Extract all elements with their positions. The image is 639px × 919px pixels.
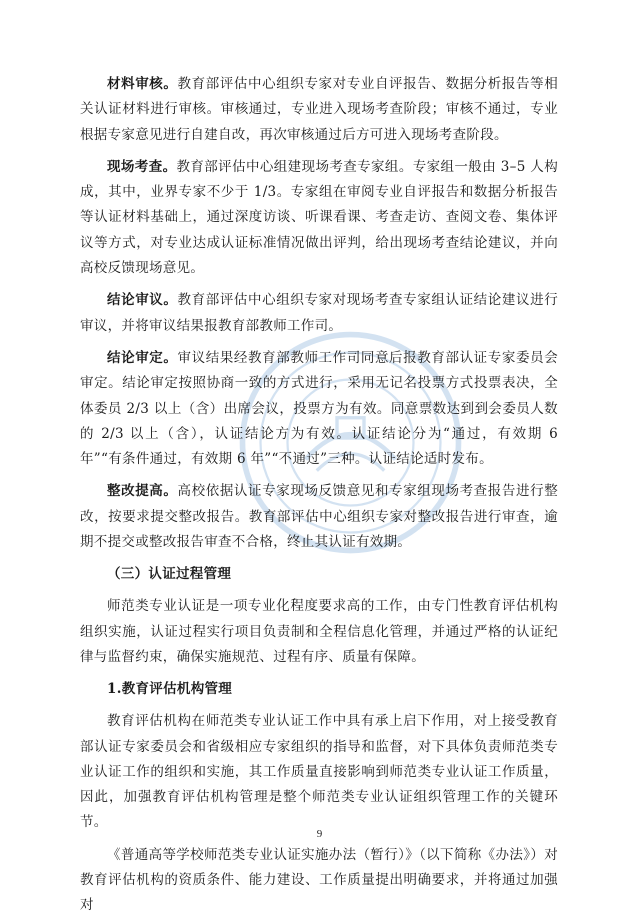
paragraph-lead: 材料审核。 (107, 76, 178, 92)
paragraph-rectification (80, 479, 558, 555)
sub-paragraph: 《普通高等学校师范类专业认证实施办法（暂行）》（以下简称《办法》）对教育评估机构的资质条件、能力建设、工作质量提出明确要求，并将通过加强对 (80, 846, 558, 914)
subheading: 1.教育评估机构管理 (107, 681, 233, 698)
section-paragraph: 师范类专业认证是一项专业化程度要求高的工作，由专门性教育评估机构组织实施，认证过程实行项目负责制和全程信息化管理，并通过严格的认证纪律与监督约束，确保实施规范、过程有序、质量有保障。 (80, 598, 558, 665)
paragraph-lead: 现场考查。 (107, 158, 177, 175)
sub-paragraph: 教育评估机构在师范类专业认证工作中具有承上启下作用，对上接受教育部认证专家委员会和省级相应专家组织的指导和监督，对下具体负责师范类专业认证工作的组织和实施，其工作质量直接影响到师范类专业认证工作质量，因此，加强教育评估机构管理是整个师范类专业认证组织管理工作的关键环节。 (80, 713, 558, 831)
paragraph-conclusion-approval (80, 346, 558, 472)
paragraph-text: 高校依据认证专家现场反馈意见和专家组现场考查报告进行整改，按要求提交整改报告。教育部评估中心组织专家对整改报告进行审查，逾期不提交或整改报告审查不合格，终止其认证有效期。 (80, 483, 558, 551)
section-heading: （三）认证过程管理 (107, 566, 232, 583)
paragraph-lead: 结论审定。 (107, 349, 178, 366)
paragraph-conclusion-review (80, 288, 558, 339)
paragraph-text: 审议结果经教育部教师工作司同意后报教育部认证专家委员会审定。结论审定按照协商一致的方式进行，采用无记名投票方式投票表决，全体委员 2/3 以上（含）出席会议，投票方为有效。同意票数达到到会委员人数的 2/3 以上（含），认证结论方为有效。认证结论分为“通过，有效期 6 年”“有条件通过，有效期 6 年”“不通过”三种。认证结论适时发布。 (80, 349, 558, 468)
page-number: 9 (316, 828, 323, 840)
paragraph-text: 教育部评估中心组织专家对专业自评报告、数据分析报告等相关认证材料进行审核。审核通过，专业进入现场考查阶段；审核不通过，专业根据专家意见进行自建自改，再次审核通过后方可进入现场考查阶段。 (80, 76, 558, 143)
body-text (80, 72, 558, 919)
paragraph-site-visit (80, 155, 558, 281)
paragraph-lead: 整改提高。 (107, 483, 178, 500)
paragraph-text: 教育部评估中心组建现场考查专家组。专家组一般由 3–5 人构成，其中，业界专家不少于 1/3。专家组在审阅专业自评报告和数据分析报告等认证材料基础上，通过深度访谈、听课看课、考查走访、查阅文卷、集体评议等方式，对专业达成认证标准情况做出评判，给出现场考查结论建议，并向高校反馈现场意见。 (80, 158, 558, 277)
paragraph-material-review (80, 72, 558, 148)
paragraph-lead: 结论审议。 (107, 292, 178, 309)
paragraph-text: 教育部评估中心组织专家对现场考查专家组认证结论建议进行审议，并将审议结果报教育部教师工作司。 (80, 292, 558, 334)
